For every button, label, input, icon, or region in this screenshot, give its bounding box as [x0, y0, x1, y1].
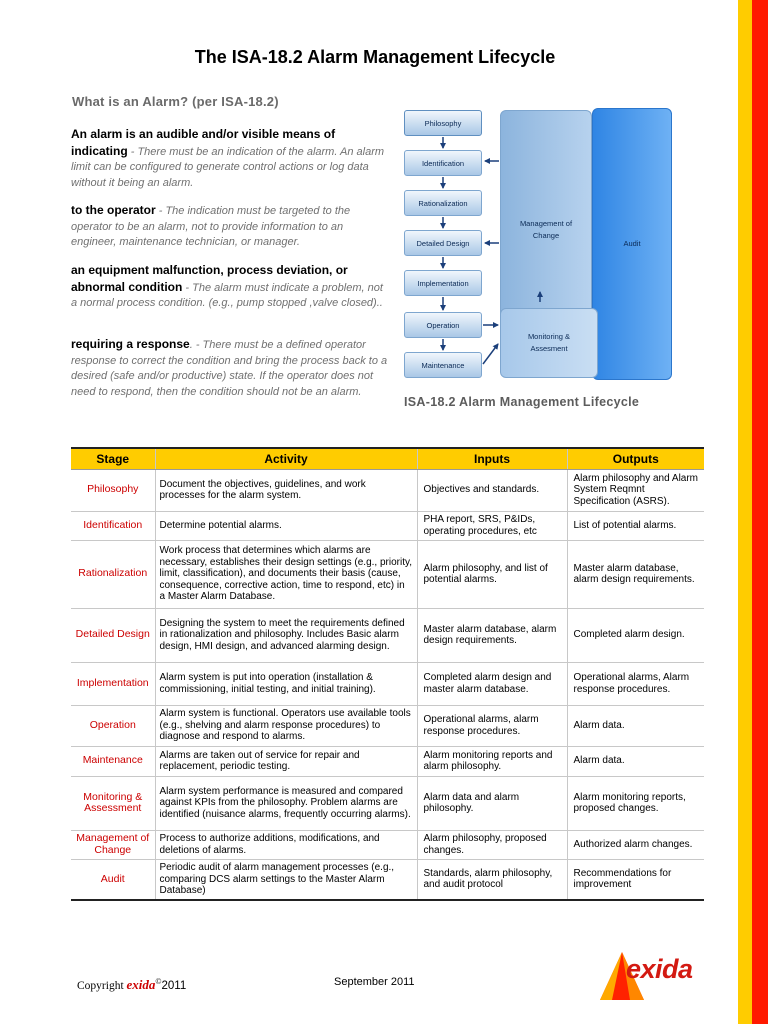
table-row	[71, 705, 704, 746]
activity-cell: Alarm system is functional. Operators use available tools (e.g., shelving and alarm response procedures) to diagnose and respond to alarms.	[155, 705, 417, 746]
intro-heading: What is an Alarm? (per ISA-18.2)	[72, 94, 279, 109]
definition-separator: -	[155, 205, 166, 217]
definition-lead: An alarm is an audible and/or visible means of indicating	[71, 127, 336, 158]
inputs-cell: PHA report, SRS, P&IDs, operating procedures, etc	[417, 511, 567, 540]
outputs-cell: Authorized alarm changes.	[567, 830, 704, 859]
header-activity: Activity	[155, 448, 417, 469]
arrow-maintenance-to-monitoring	[483, 344, 498, 364]
copyright-notice	[77, 977, 186, 993]
definition-explanation: There must be an indication of the alarm. An alarm limit can be configured to generate control actions or log data without it being an alarm.	[71, 145, 385, 189]
table-row	[71, 776, 704, 830]
activity-cell: Work process that determines which alarms are necessary, establishes their design settings (e.g., priority, limit, classification), and documents their basis (cause, consequence, corrective action, time to respond, etc) in a Master Alarm Database.	[155, 540, 417, 608]
definition-response	[71, 337, 391, 400]
stage-cell: Identification	[71, 511, 155, 540]
copyright-year: 2011	[161, 980, 187, 992]
diagram-arrows	[400, 104, 676, 386]
table-row	[71, 830, 704, 859]
stage-cell: Detailed Design	[71, 608, 155, 662]
copyright-symbol: ©	[155, 977, 162, 987]
outputs-cell: Alarm data.	[567, 746, 704, 776]
stage-box-label: Detailed Design	[416, 238, 470, 248]
copyright-prefix: Copyright	[77, 980, 127, 992]
footer-date: September 2011	[334, 976, 415, 988]
monitoring-label: Monitoring & Assesment	[527, 332, 571, 353]
lifecycle-table	[71, 447, 704, 901]
stage-box-label: Rationalization	[418, 198, 468, 208]
definition-abnormal-condition	[71, 263, 391, 312]
stage-box-label: Philosophy	[424, 118, 462, 128]
definition-operator	[71, 203, 391, 251]
activity-cell: Determine potential alarms.	[155, 511, 417, 540]
outputs-cell: Recommendations for improvement	[567, 859, 704, 900]
inputs-cell: Alarm monitoring reports and alarm philosophy.	[417, 746, 567, 776]
definition-lead: requiring a response	[71, 337, 190, 351]
table-row	[71, 859, 704, 900]
moc-label: Management of Change	[519, 219, 573, 240]
outputs-cell: Alarm monitoring reports, proposed changes.	[567, 776, 704, 830]
inputs-cell: Completed alarm design and master alarm database.	[417, 662, 567, 705]
lifecycle-diagram	[400, 104, 676, 386]
stage-box-label: Operation	[426, 320, 460, 330]
stage-cell: Monitoring & Assessment	[71, 776, 155, 830]
inputs-cell: Alarm data and alarm philosophy.	[417, 776, 567, 830]
activity-cell: Alarm system is put into operation (installation & commissioning, initial testing, and initial training).	[155, 662, 417, 705]
outputs-cell: Master alarm database, alarm design requirements.	[567, 540, 704, 608]
activity-cell: Alarms are taken out of service for repair and replacement, periodic testing.	[155, 746, 417, 776]
definition-lead: an equipment malfunction, process deviation, or abnormal condition	[71, 263, 348, 294]
table-row	[71, 746, 704, 776]
activity-cell: Designing the system to meet the requirements defined in rationalization and philosophy. Includes Basic alarm design, HMI design, and advanced alarming design.	[155, 608, 417, 662]
stage-cell: Implementation	[71, 662, 155, 705]
exida-logo-text: exida	[626, 954, 693, 984]
stage-box-label: Maintenance	[421, 360, 465, 370]
table-row	[71, 662, 704, 705]
activity-cell: Periodic audit of alarm management processes (e.g., comparing DCS alarm settings to the Master Alarm Database)	[155, 859, 417, 900]
table-header-row	[71, 448, 704, 469]
inputs-cell: Objectives and standards.	[417, 469, 567, 511]
inputs-cell: Alarm philosophy, and list of potential alarms.	[417, 540, 567, 608]
table-row	[71, 540, 704, 608]
stage-cell: Operation	[71, 705, 155, 746]
definition-separator: -	[127, 145, 138, 158]
page-title: The ISA-18.2 Alarm Management Lifecycle	[194, 47, 556, 67]
table-row	[71, 511, 704, 540]
inputs-cell: Master alarm database, alarm design requirements.	[417, 608, 567, 662]
inputs-cell: Operational alarms, alarm response procedures.	[417, 705, 567, 746]
stage-cell: Management of Change	[71, 830, 155, 859]
stage-cell: Philosophy	[71, 469, 155, 511]
activity-cell: Alarm system performance is measured and compared against KPIs from the philosophy. Problem alarms are identified (nuisance alarms, frequently occurring alarms).	[155, 776, 417, 830]
outputs-cell: Alarm data.	[567, 705, 704, 746]
activity-cell: Document the objectives, guidelines, and work processes for the alarm system.	[155, 469, 417, 511]
definition-lead: to the operator	[71, 203, 156, 217]
stage-cell: Maintenance	[71, 746, 155, 776]
definition-separator: . -	[189, 339, 203, 351]
header-stage: Stage	[71, 448, 155, 469]
table-row	[71, 608, 704, 662]
inputs-cell: Alarm philosophy, proposed changes.	[417, 830, 567, 859]
outputs-cell: List of potential alarms.	[567, 511, 704, 540]
definition-indicating	[71, 127, 391, 191]
header-inputs: Inputs	[417, 448, 567, 469]
stage-cell: Rationalization	[71, 540, 155, 608]
inputs-cell: Standards, alarm philosophy, and audit protocol	[417, 859, 567, 900]
definition-explanation: There must be a defined operator response to correct the condition and bring the process back to a desired (safe and/or productive) state. If the operator does not need to respond, then the condition should not be an alarm.	[71, 339, 388, 398]
definition-explanation: The alarm must indicate a problem, not a normal process condition. (e.g., pump stopped ,valve closed)..	[71, 281, 383, 309]
outputs-cell: Operational alarms, Alarm response procedures.	[567, 662, 704, 705]
activity-cell: Process to authorize additions, modifications, and deletions of alarms.	[155, 830, 417, 859]
audit-label: Audit	[623, 239, 641, 248]
copyright-brand: exida	[126, 977, 156, 992]
definition-separator: -	[182, 281, 193, 294]
diagram-caption: ISA-18.2 Alarm Management Lifecycle	[404, 395, 640, 409]
yellow-edge-stripe	[738, 0, 752, 1024]
header-outputs: Outputs	[567, 448, 704, 469]
table-row	[71, 469, 704, 511]
stage-cell: Audit	[71, 859, 155, 900]
red-edge-stripe	[752, 0, 768, 1024]
stage-box-label: Identification	[421, 158, 465, 168]
outputs-cell: Alarm philosophy and Alarm System Reqmnt Specification (ASRS).	[567, 469, 704, 511]
outputs-cell: Completed alarm design.	[567, 608, 704, 662]
definition-explanation: The indication must be targeted to the operator to be an alarm, not to provide information to an engineer, maintenance technician, or manager.	[71, 205, 351, 248]
stage-box-label: Implementation	[417, 278, 469, 288]
